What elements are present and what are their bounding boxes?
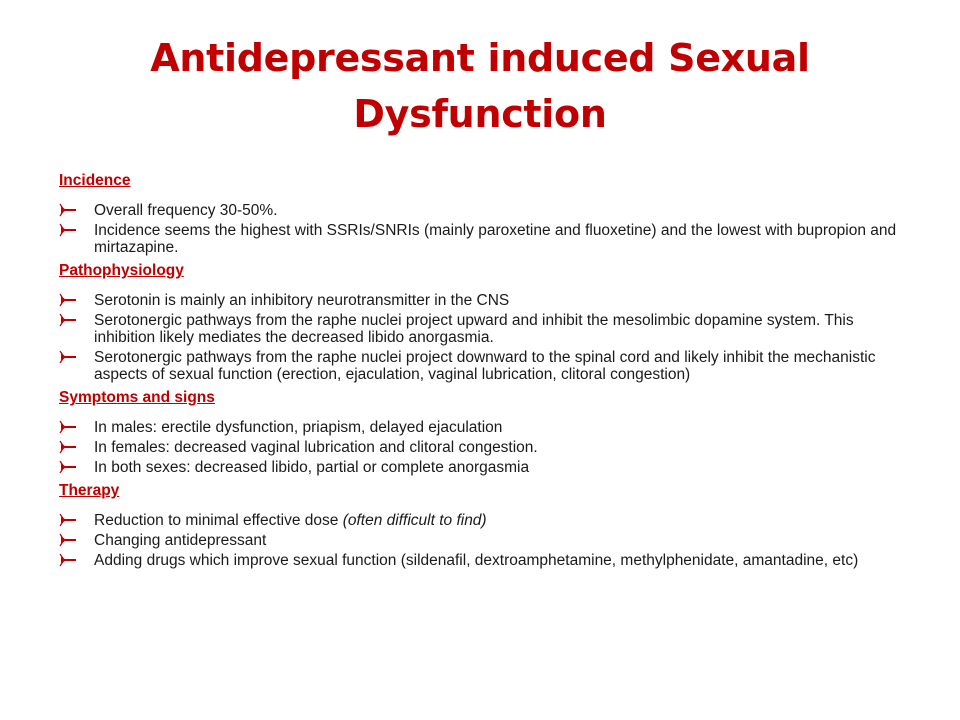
arrow-bullet-icon	[59, 292, 81, 309]
list-item	[59, 459, 919, 476]
arrow-bullet-icon	[59, 202, 81, 219]
section-pathophysiology	[59, 262, 919, 383]
list-item-text: In males: erectile dysfunction, priapism, delayed ejaculation	[94, 419, 503, 436]
list-item-text: Serotonergic pathways from the raphe nuclei project downward to the spinal cord and likely inhibit the mechanistic aspects of sexual function (erection, ejaculation, vaginal lubrication, clitoral congestion)	[94, 349, 876, 383]
list-item-text: Serotonin is mainly an inhibitory neurotransmitter in the CNS	[94, 292, 510, 309]
list-item-text: Overall frequency 30-50%.	[94, 202, 278, 219]
arrow-bullet-icon	[59, 349, 81, 366]
arrow-bullet-icon	[59, 552, 81, 569]
arrow-bullet-icon	[59, 222, 81, 239]
arrow-bullet-icon	[59, 439, 81, 456]
arrow-bullet-icon	[59, 459, 81, 476]
bullet-list	[59, 419, 919, 476]
arrow-bullet-icon	[59, 532, 81, 549]
list-item-text: Adding drugs which improve sexual function (sildenafil, dextroamphetamine, methylphenidate, amantadine, etc)	[94, 552, 859, 569]
list-item-text: In both sexes: decreased libido, partial or complete anorgasmia	[94, 459, 530, 476]
section-incidence	[59, 172, 919, 256]
list-item	[59, 222, 919, 256]
slide-body	[59, 172, 919, 575]
list-item-text: Changing antidepressant	[94, 532, 267, 549]
section-therapy	[59, 482, 919, 569]
list-item	[59, 292, 919, 309]
list-item	[59, 512, 919, 529]
section-heading: Incidence	[59, 172, 131, 189]
arrow-bullet-icon	[59, 312, 81, 329]
section-symptoms-and-signs	[59, 389, 919, 476]
list-item-text: Incidence seems the highest with SSRIs/SNRIs (mainly paroxetine and fluoxetine) and the lowest with bupropion and mirtazapine.	[94, 222, 897, 256]
list-item-text: Serotonergic pathways from the raphe nuclei project upward and inhibit the mesolimbic dopamine system. This inhibition likely mediates the decreased libido anorgasmia.	[94, 312, 854, 346]
list-item	[59, 439, 919, 456]
slide-title: Antidepressant induced Sexual Dysfunction	[150, 36, 810, 136]
arrow-bullet-icon	[59, 419, 81, 436]
list-item	[59, 312, 919, 346]
list-item	[59, 532, 919, 549]
section-heading: Therapy	[59, 482, 120, 499]
section-heading: Symptoms and signs	[59, 389, 215, 406]
list-item-text: Reduction to minimal effective dose	[94, 512, 343, 529]
bullet-list	[59, 512, 919, 569]
arrow-bullet-icon	[59, 512, 81, 529]
list-item	[59, 552, 919, 569]
list-item	[59, 202, 919, 219]
bullet-list	[59, 292, 919, 383]
section-heading: Pathophysiology	[59, 262, 184, 279]
list-item-text: In females: decreased vaginal lubrication and clitoral congestion.	[94, 439, 538, 456]
list-item-italic-note: (often difficult to find)	[342, 512, 487, 529]
bullet-list	[59, 202, 919, 256]
list-item	[59, 349, 919, 383]
list-item	[59, 419, 919, 436]
